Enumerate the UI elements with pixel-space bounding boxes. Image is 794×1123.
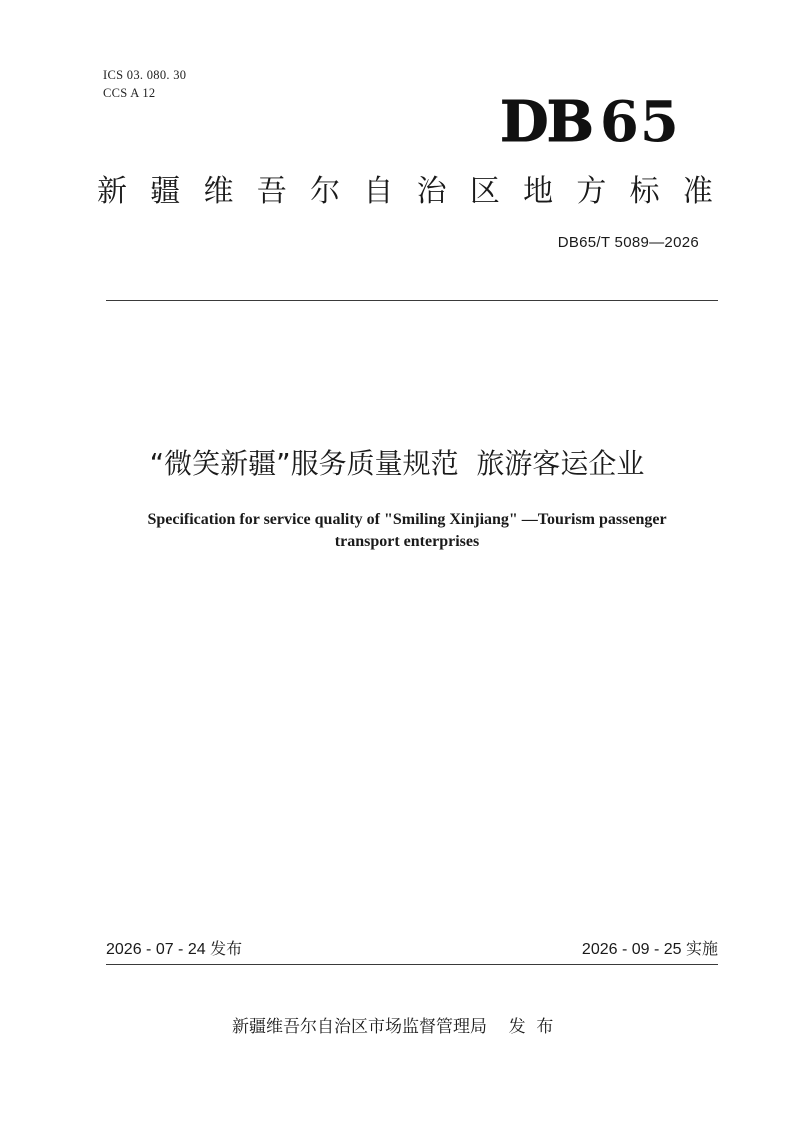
category-title-char: 疆 — [150, 174, 181, 209]
ccs-code: CCS A 12 — [103, 86, 156, 100]
category-title-char: 治 — [416, 174, 447, 209]
category-title-char: 准 — [682, 174, 713, 209]
standard-number: DB65/T 5089—2026 — [557, 234, 699, 251]
classification-codes — [103, 66, 186, 102]
standard-category-title — [97, 172, 713, 212]
db-mark-region-number: 65 — [599, 89, 680, 155]
category-title-char: 吾 — [256, 174, 287, 209]
bottom-divider — [106, 964, 718, 965]
ics-code: ICS 03. 080. 30 — [103, 68, 187, 82]
english-title — [97, 509, 717, 553]
english-title-line-2: transport enterprises — [334, 533, 480, 550]
category-title-char: 地 — [523, 174, 554, 209]
category-title-char: 维 — [203, 174, 234, 209]
top-divider — [106, 300, 718, 301]
publisher-line: 新疆维吾尔自治区市场监督管理局 发 布 — [232, 1017, 554, 1037]
implementation-date: 2026 - 09 - 25 实施 — [581, 941, 718, 958]
category-title-char: 区 — [469, 174, 500, 209]
chinese-title: “微笑新疆”服务质量规范 旅游客运企业 — [149, 447, 645, 480]
db-mark-letters: DB — [500, 89, 592, 155]
publish-date: 2026 - 07 - 24 发布 — [106, 941, 243, 958]
category-title-char: 自 — [363, 174, 394, 209]
category-title-char: 方 — [576, 174, 607, 209]
category-title-char: 尔 — [310, 174, 341, 209]
english-title-line-1: Specification for service quality of "Smiling Xinjiang" —Tourism passenger — [147, 511, 667, 528]
category-title-char: 新 — [97, 174, 127, 209]
db-standard-mark — [500, 89, 680, 155]
category-title-char: 标 — [629, 174, 660, 209]
